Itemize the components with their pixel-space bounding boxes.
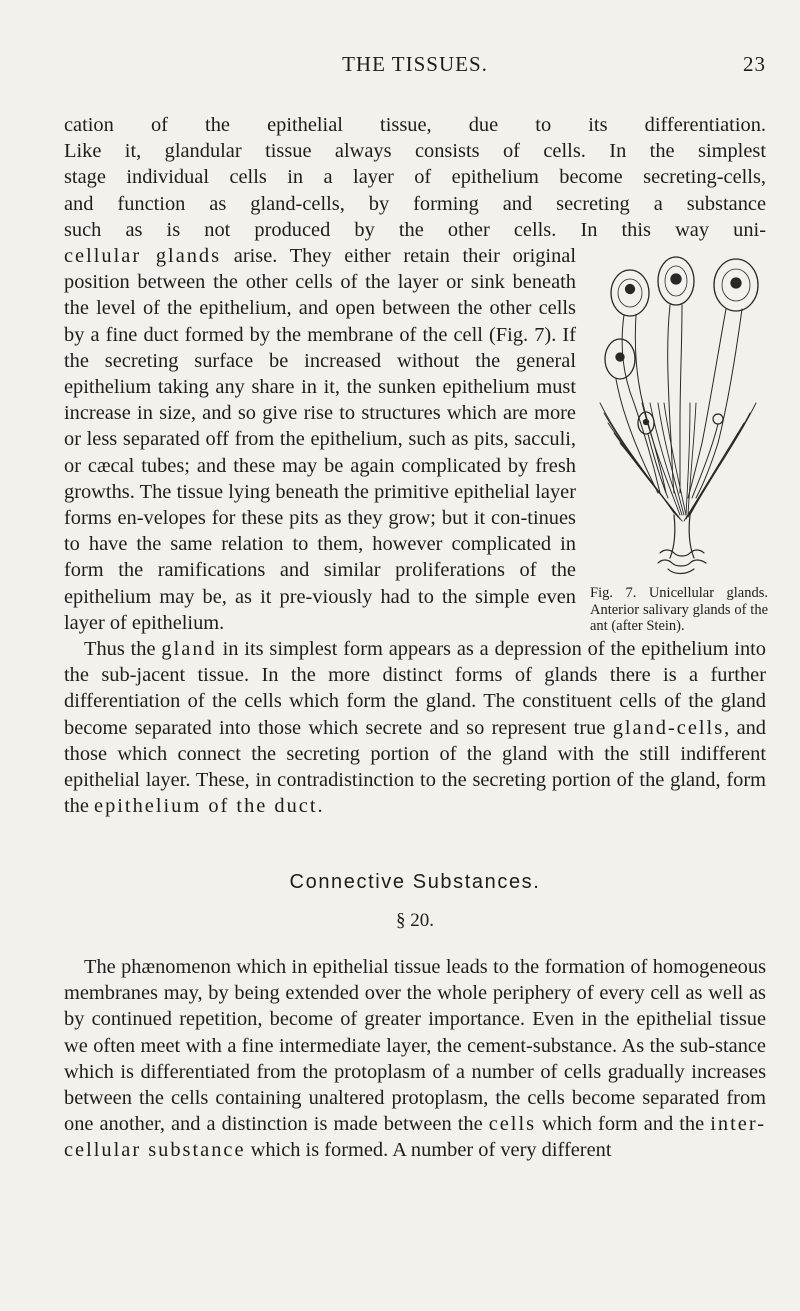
paragraph-text: in its simplest form appears as a depression of the epithelium into the sub-jacent tissue. In the more distinct forms of glands there is a further differentiation of the cells which form the gland. The constituent cells of the gland become separated into those which secrete and so represent true — [64, 638, 767, 739]
emphasis-term: inter-cellular substance — [64, 1113, 766, 1162]
text-line: stage individual cells in a layer of epithelium become secreting-cells, — [64, 166, 766, 189]
paragraph-text: which form and the — [536, 1113, 711, 1136]
paragraph-text: arise. They either retain their original position between the other cells of the layer or sink beneath the level of the epithelium, and open between the other cells by a fine duct formed by the membrane of the cell (Fig. 7). If the secreting surface be increased without the general epithelium taking any share in it, the sunken epithelium must increase in size, and so give rise to structures which are more or less separated off from the epithelium, such as pits, sacculi, or cæcal tubes; and these may be again complicated by fresh growths. The tissue lying beneath the primitive epithelial layer forms en-velopes for these pits as they grow; but it con-tinues to have the same relation to them, however complicated in form the ramifications and similar proliferations of the epithelium may be, as it pre-viously had to the simple even layer of epithelium. — [64, 245, 577, 634]
paragraph-1 — [64, 112, 766, 243]
section-heading: Connective Substances. — [289, 871, 541, 894]
running-title: THE TISSUES. — [342, 52, 488, 76]
paragraph-text: , and those which connect the secreting portion of the gland with the still indifferent epithelial layer. These, in contradistinction to the secreting portion of the gland, form the — [64, 716, 767, 818]
running-head — [64, 52, 766, 80]
figure-caption — [590, 585, 768, 635]
gland-cell-1 — [611, 270, 666, 493]
emphasis-term: gland — [161, 638, 217, 661]
page-number: 23 — [743, 52, 766, 76]
paragraph-2 — [64, 636, 766, 819]
duct-bundle — [600, 403, 756, 521]
paragraph-text: Thus the — [84, 638, 162, 661]
paragraph-3 — [64, 954, 766, 1164]
text-line: and function as gland-cells, by forming and secreting a substance — [64, 192, 766, 215]
paragraph-text: The phænomenon which in epithelial tissue leads to the formation of homogeneous membranes may, by being extended over the whole periphery of every cell as well as by continued repetition, become of greater importance. Even in the epithelial tissue we often meet with a fine intermediate layer, the cement-substance. As the sub-stance which is differentiated from the protoplasm of a number of cells gradually increases between the cells containing unaltered protoplasm, the cells become separated from one another, and a distinction is made between the — [64, 955, 766, 1136]
paragraph-text: which is formed. A number of very different — [245, 1139, 612, 1162]
text-line: such as is not produced by the other cells. In this way uni- — [64, 218, 766, 241]
gland-illustration — [590, 253, 768, 583]
emphasis-term: cellular glands — [64, 245, 222, 268]
text-line: Like it, glandular tissue always consists of cells. In the simplest — [64, 140, 766, 163]
section-number: § 20. — [396, 909, 434, 931]
gland-cell-4 — [605, 339, 658, 493]
common-duct — [658, 515, 706, 574]
paragraph-text: . — [317, 795, 323, 818]
emphasis-term: gland-cells — [612, 716, 725, 739]
figure-7 — [590, 253, 768, 635]
book-page — [64, 52, 766, 1164]
caption-text: Unicellular glands. Anterior salivary glands of the ant (after Stein). — [590, 585, 768, 635]
body-text — [64, 112, 766, 1164]
gland-cell-3 — [688, 259, 758, 498]
emphasis-term: epithelium of the duct — [94, 795, 318, 818]
text-line: cation of the epithelial tissue, due to its differentiation. — [64, 114, 766, 136]
caption-lead: Fig. 7. — [590, 585, 637, 602]
emphasis-term: cells — [488, 1113, 537, 1136]
